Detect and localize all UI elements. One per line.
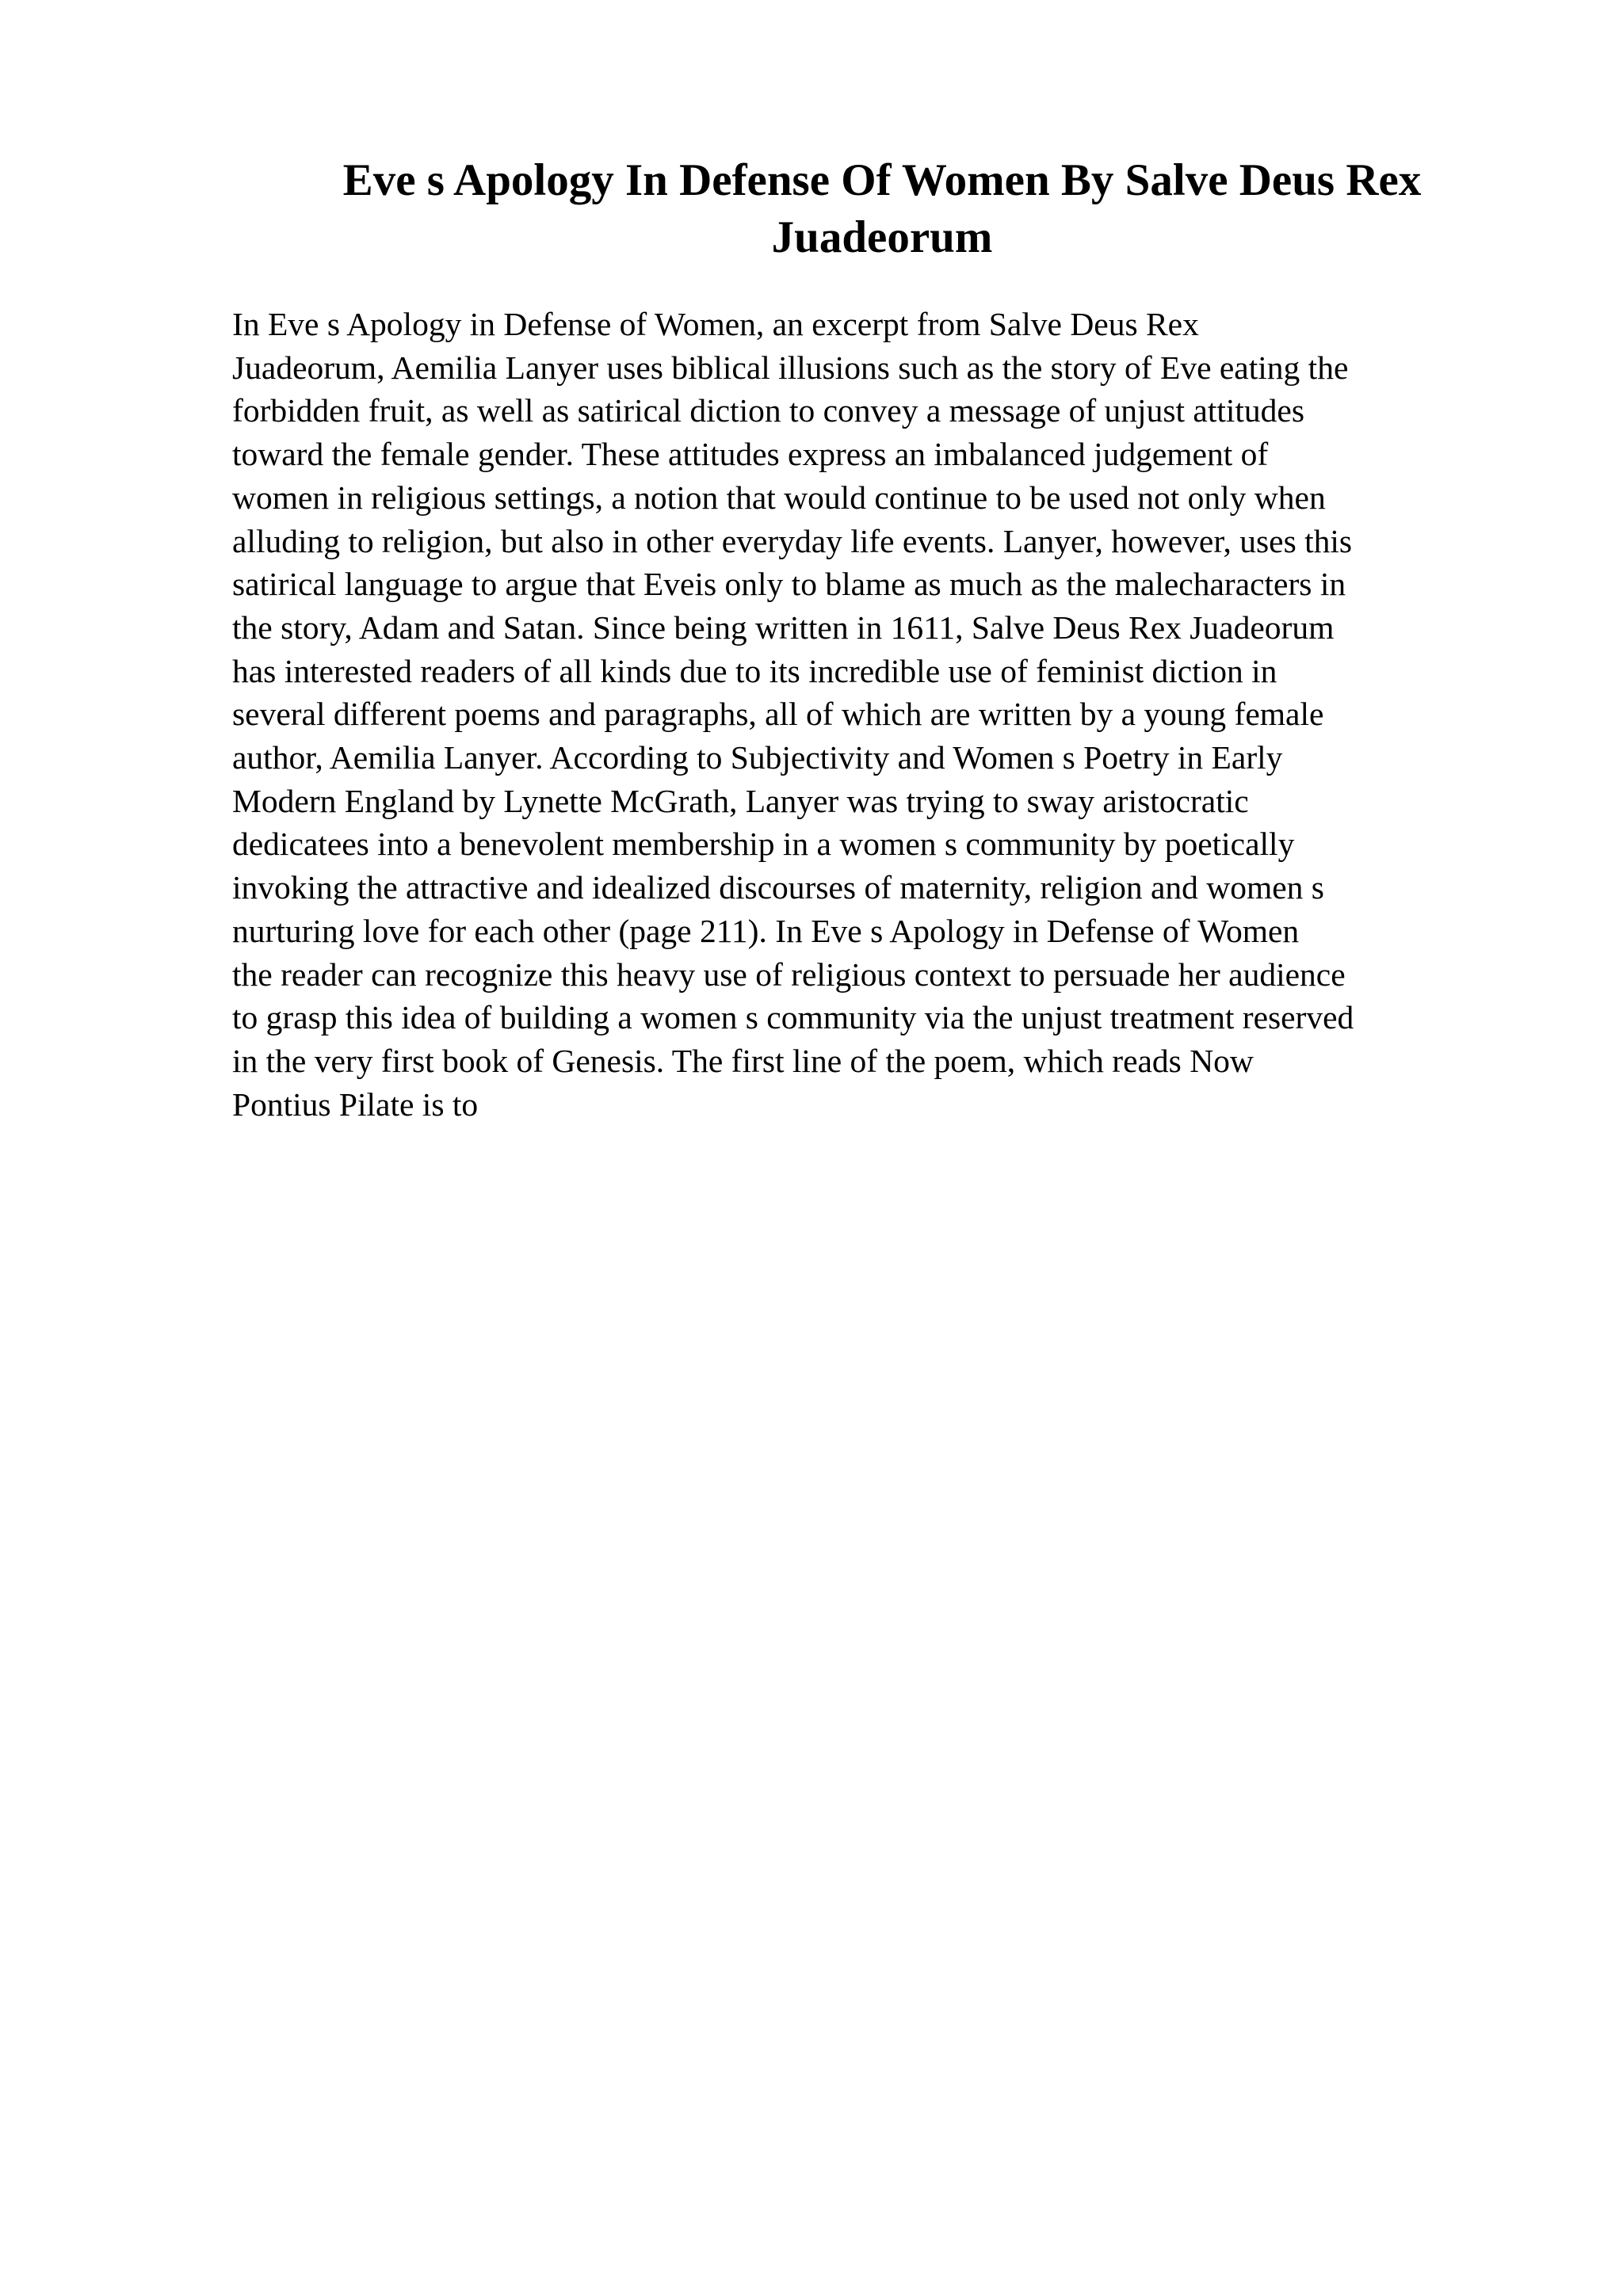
body-line: nurturing love for each other (page 211). In Eve s Apology in Defense of Women — [232, 912, 1300, 949]
body-line: women in religious settings, a notion that would continue to be used not only when — [232, 479, 1326, 516]
body-line: satirical language to argue that Eveis only to blame as much as the malecharacters in — [232, 566, 1346, 603]
body-line: Pontius Pilate is to — [232, 1085, 479, 1123]
body-line: the story, Adam and Satan. Since being written in 1611, Salve Deus Rex Juadeorum — [232, 608, 1335, 646]
body-line: has interested readers of all kinds due to its incredible use of feminist diction in — [232, 652, 1277, 689]
body-line: the reader can recognize this heavy use of religious context to persuade her audience — [232, 955, 1346, 993]
body-paragraph — [232, 303, 1532, 1126]
body-line: toward the female gender. These attitudes express an imbalanced judgement of — [232, 436, 1269, 473]
page-title — [232, 152, 1532, 266]
body-line: several different poems and paragraphs, all of which are written by a young female — [232, 696, 1324, 733]
title-line: Eve s Apology In Defense Of Women By Salve Deus Rex — [342, 155, 1422, 205]
body-line: alluding to religion, but also in other everyday life events. Lanyer, however, uses this — [232, 522, 1353, 559]
body-line: dedicatees into a benevolent membership in a women s community by poetically — [232, 826, 1295, 863]
body-line: to grasp this idea of building a women s community via the unjust treatment reserved — [232, 999, 1354, 1036]
body-line: In Eve s Apology in Defense of Women, an excerpt from Salve Deus Rex — [232, 306, 1199, 342]
body-line: forbidden fruit, as well as satirical diction to convey a message of unjust attitudes — [232, 392, 1305, 429]
body-line: in the very first book of Genesis. The first line of the poem, which reads Now — [232, 1042, 1254, 1079]
title-line: Juadeorum — [771, 212, 993, 262]
body-line: Modern England by Lynette McGrath, Lanyer was trying to sway aristocratic — [232, 782, 1249, 819]
body-line: invoking the attractive and idealized discourses of maternity, religion and women s — [232, 869, 1324, 906]
body-line: author, Aemilia Lanyer. According to Subjectivity and Women s Poetry in Early — [232, 739, 1283, 776]
body-line: Juadeorum, Aemilia Lanyer uses biblical illusions such as the story of Eve eating the — [232, 349, 1349, 386]
